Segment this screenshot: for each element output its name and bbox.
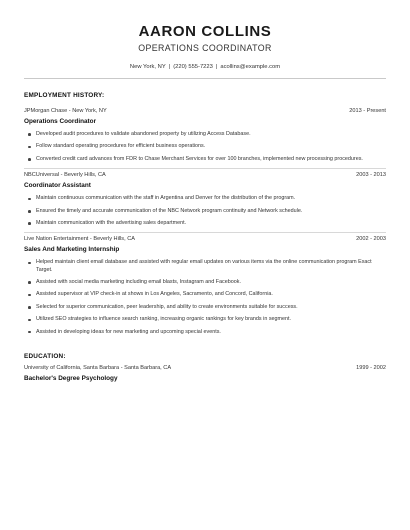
job-divider xyxy=(24,168,386,169)
job-divider xyxy=(24,232,386,233)
contact-separator: | xyxy=(168,64,171,70)
job-bullet: Ensured the timely and accurate communication of the NBC Network program continuity and Network schedule. xyxy=(28,208,386,215)
education-school: University of California, Santa Barbara - Santa Barbara, CA xyxy=(24,364,172,371)
job-bullet: Maintain communication with the advertising sales department. xyxy=(28,220,386,227)
job-bullet: Follow standard operating procedures for efficient business operations. xyxy=(28,143,386,150)
job-bullet: Converted credit card advances from FDR to Chase Merchant Services for over 100 branches, implemented new processing procedures. xyxy=(28,156,386,163)
job-bullet: Maintain continuous communication with the staff in Argentina and Denver for the distribution of the program. xyxy=(28,195,386,202)
job-company: NBCUniversal - Beverly Hills, CA xyxy=(24,172,106,179)
job-bullet-list xyxy=(24,259,386,335)
education-degree: Bachelor's Degree Psychology xyxy=(24,374,118,382)
contact-phone: (220) 555-7223 xyxy=(173,64,213,70)
education-dates: 1999 - 2002 xyxy=(356,364,386,371)
job-company: JPMorgan Chase - New York, NY xyxy=(24,108,107,114)
contact-separator: | xyxy=(215,64,218,70)
job-bullet: Helped maintain client email database and assisted with regular email updates on various items via the online communication program Exact Target. xyxy=(28,259,386,273)
job-title: Operations Coordinator xyxy=(24,118,97,125)
job-dates: 2002 - 2003 xyxy=(356,236,386,243)
job-meta-row xyxy=(24,172,386,178)
job-entry xyxy=(24,236,386,335)
job-dates: 2003 - 2013 xyxy=(356,172,386,179)
employment-section-title: EMPLOYMENT HISTORY: xyxy=(24,92,105,99)
job-bullet-list xyxy=(24,195,386,227)
job-entry xyxy=(24,172,386,227)
candidate-role: OPERATIONS COORDINATOR xyxy=(138,43,272,53)
education-entry xyxy=(24,365,386,382)
job-bullet: Assisted with social media marketing including email blasts, Instagram and Facebook. xyxy=(28,279,386,286)
job-bullet: Selected for superior communication, peer leadership, and ability to create environments suitable for success. xyxy=(28,304,386,311)
contact-location: New York, NY xyxy=(129,64,166,70)
education-section-title: EDUCATION: xyxy=(24,352,66,360)
job-bullet: Utilized SEO strategies to influence search ranking, increasing organic rankings for key brands in segment. xyxy=(28,316,386,323)
job-bullet-list xyxy=(24,131,386,163)
header-divider xyxy=(24,78,386,79)
job-company: Live Nation Entertainment - Beverly Hills, CA xyxy=(24,236,135,243)
job-title: Coordinator Assistant xyxy=(24,182,91,190)
candidate-name: AARON COLLINS xyxy=(138,23,272,40)
job-title: Sales And Marketing Internship xyxy=(24,246,120,254)
job-bullet: Developed audit procedures to validate abandoned property by utilizing Access Database. xyxy=(28,131,386,138)
job-bullet: Assisted supervisor at VIP check-in at shows in Los Angeles, Sacramento, and Concord, California. xyxy=(28,291,386,298)
education-meta-row xyxy=(24,365,386,371)
contact-line xyxy=(24,64,386,70)
job-bullet: Assisted in developing ideas for new marketing and upcoming special events. xyxy=(28,329,386,336)
job-meta-row xyxy=(24,108,386,114)
job-entry xyxy=(24,108,386,163)
job-meta-row xyxy=(24,236,386,242)
job-dates: 2013 - Present xyxy=(349,108,386,114)
contact-email: acollins@example.com xyxy=(220,64,281,70)
